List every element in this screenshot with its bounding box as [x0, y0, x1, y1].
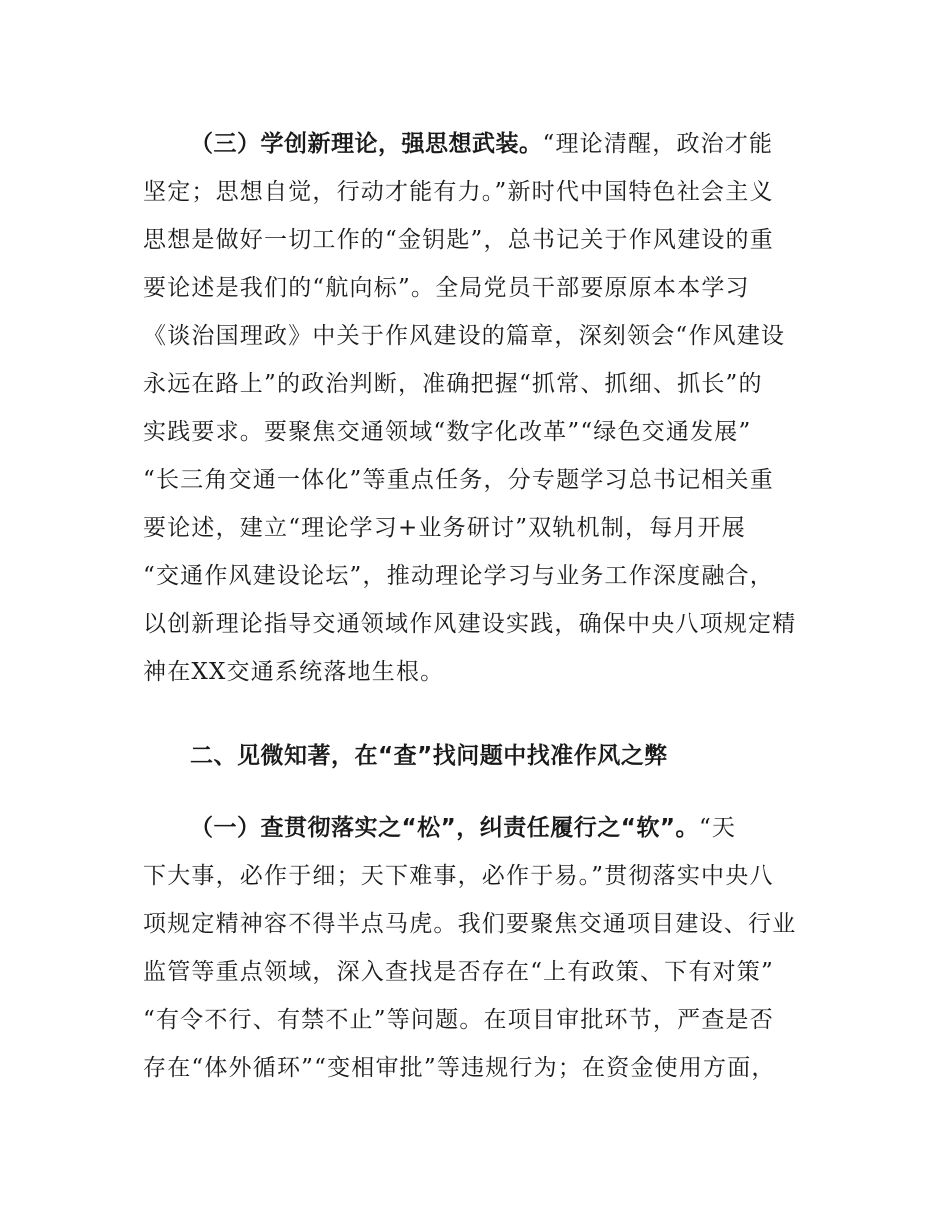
paragraph-line: 存在“体外循环”“变相审批”等违规行为；在资金使用方面，	[143, 1055, 776, 1081]
paragraph-line: “有令不行、有禁不止”等问题。在项目审批环节，严查是否	[143, 1007, 774, 1033]
paragraph-text: “天	[698, 815, 737, 841]
part-title: 二、见微知著，在“查”找问题中找准作风之弊	[190, 743, 668, 769]
paragraph-line: 下大事，必作于细；天下难事，必作于易。”贯彻落实中央八	[143, 863, 774, 889]
paragraph-line: 永远在路上”的政治判断，准确把握“抓常、抓细、抓长”的	[143, 371, 763, 397]
paragraph-line	[190, 808, 830, 848]
paragraph-line: “交通作风建设论坛”，推动理论学习与业务工作深度融合，	[143, 563, 774, 589]
paragraph-line: 坚定；思想自觉，行动才能有力。”新时代中国特色社会主义	[143, 179, 774, 205]
paragraph-text: “理论清醒，政治才能	[542, 131, 774, 157]
section-heading: （三）学创新理论，强思想武装。	[190, 131, 543, 157]
paragraph-line: 以创新理论指导交通领域作风建设实践，确保中央八项规定精	[143, 611, 797, 637]
paragraph-line: 项规定精神容不得半点马虎。我们要聚焦交通项目建设、行业	[143, 911, 797, 937]
paragraph-line: 《谈治国理政》中关于作风建设的篇章，深刻领会“作风建设	[143, 323, 786, 349]
paragraph-line: “长三角交通一体化”等重点任务，分专题学习总书记相关重	[143, 467, 774, 493]
paragraph-line: 监管等重点领域，深入查找是否存在“上有政策、下有对策”	[143, 959, 774, 985]
paragraph-line	[190, 124, 830, 164]
paragraph-line: 神在XX交通系统落地生根。	[143, 659, 445, 685]
paragraph-line: 思想是做好一切工作的“金钥匙”，总书记关于作风建设的重	[143, 227, 774, 253]
paragraph-line: 要论述是我们的“航向标”。全局党员干部要原原本本学习	[143, 275, 750, 301]
paragraph-line: 实践要求。要聚焦交通领域“数字化改革”“绿色交通发展”	[143, 419, 752, 445]
paragraph-line: 要论述，建立“理论学习+业务研讨”双轨机制，每月开展	[143, 515, 746, 541]
section-heading: （一）查贯彻落实之“松”，纠责任履行之“软”。	[190, 815, 699, 841]
